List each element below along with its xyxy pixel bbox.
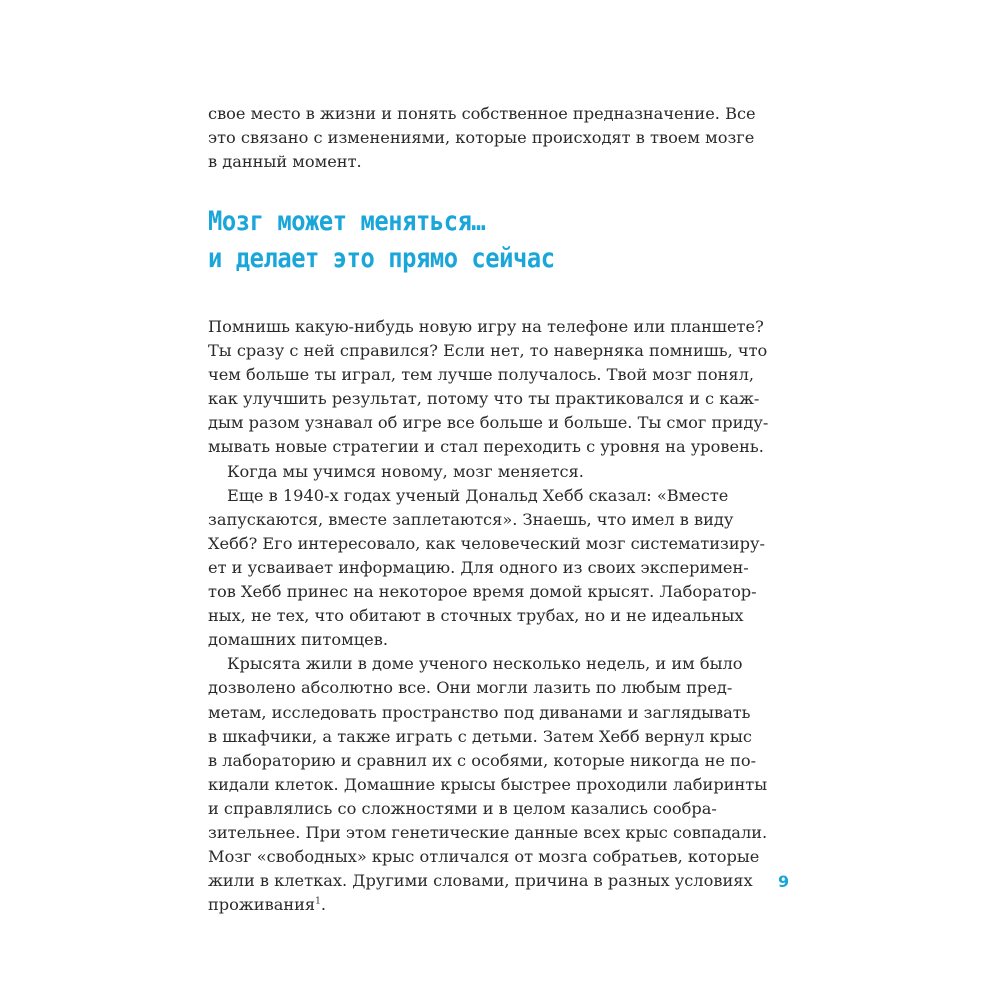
intro-paragraph bbox=[208, 102, 756, 174]
text-line: и справлялись со сложностями и в целом казались сообра- bbox=[208, 798, 717, 818]
text-line: запускаются, вместе заплетаются». Знаешь, что имел в виду bbox=[208, 509, 734, 529]
text-line: ет и усваивает информацию. Для одного из своих эксперимен- bbox=[208, 557, 749, 577]
text-line: это связано с изменениями, которые происходят в твоем мозге bbox=[208, 128, 755, 148]
text-line: Ты сразу с ней справился? Если нет, то наверняка помнишь, что bbox=[208, 341, 768, 361]
text-line: метам, исследовать пространство под диванами и заглядывать bbox=[208, 702, 751, 722]
final-period: . bbox=[320, 895, 327, 915]
text-line: Крысята жили в доме ученого несколько недель, и им было bbox=[227, 654, 743, 674]
text-line: Еще в 1940-х годах ученый Дональд Хебб сказал: «Вместе bbox=[227, 485, 729, 505]
text-line: Помнишь какую-нибудь новую игру на телефоне или планшете? bbox=[208, 317, 764, 336]
text-line: мывать новые стратегии и стал переходить с уровня на уровень. bbox=[208, 437, 764, 457]
text-line: чем больше ты играл, тем лучше получалось. Твой мозг понял, bbox=[208, 365, 755, 385]
heading-line-2: и делает это прямо сейчас bbox=[208, 243, 555, 274]
text-line: как улучшить результат, потому что ты практиковался и с каж- bbox=[208, 389, 760, 409]
section-heading bbox=[208, 203, 630, 277]
text-line: дым разом узнавал об игре все больше и больше. Ты смог приду- bbox=[208, 413, 769, 433]
text-line: Когда мы учимся новому, мозг меняется. bbox=[227, 461, 584, 481]
heading-line-1: Мозг может меняться… bbox=[208, 206, 486, 237]
text-line: кидали клеток. Домашние крысы быстрее проходили лабиринты bbox=[208, 774, 768, 794]
text-line: тов Хебб принес на некоторое время домой крысят. Лаборатор- bbox=[208, 582, 757, 602]
text-line: в шкафчики, а также играть с детьми. Затем Хебб вернул крыс bbox=[208, 726, 752, 746]
text-line: в данный момент. bbox=[208, 152, 362, 172]
text-line: жили в клетках. Другими словами, причина в разных условиях bbox=[208, 871, 753, 891]
text-line: домашних питомцев. bbox=[208, 630, 388, 650]
text-line: Хебб? Его интересовало, как человеческий мозг систематизиру- bbox=[208, 533, 765, 553]
text-line: свое место в жизни и понять собственное предназначение. Все bbox=[208, 104, 756, 123]
page-number: 9 bbox=[778, 872, 790, 891]
text-line: ных, не тех, что обитают в сточных трубах, но и не идеальных bbox=[208, 606, 744, 626]
text-line: зительнее. При этом генетические данные всех крыс совпадали. bbox=[208, 822, 768, 842]
last-line-text: проживания bbox=[208, 895, 316, 915]
text-line: в лабораторию и сравнил их с особями, которые никогда не по- bbox=[208, 750, 757, 770]
text-line-last bbox=[208, 893, 700, 917]
text-line: Мозг «свободных» крыс отличался от мозга собратьев, которые bbox=[208, 847, 760, 867]
body-text bbox=[208, 315, 769, 917]
footnote-reference[interactable]: 1 bbox=[315, 896, 321, 907]
text-line: дозволено абсолютно все. Они могли лазить по любым пред- bbox=[208, 678, 733, 698]
